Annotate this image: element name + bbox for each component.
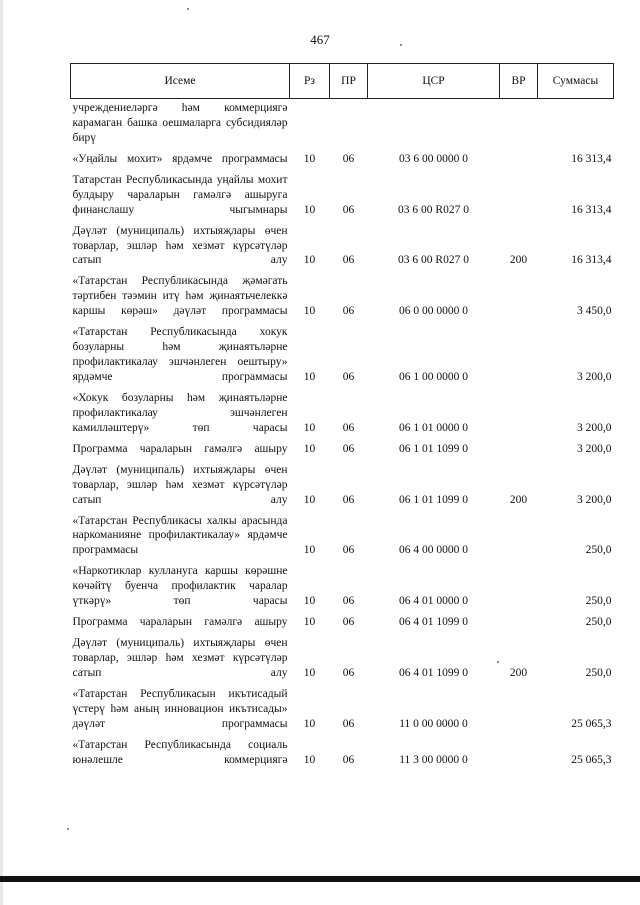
cell-name: «Хокук бозуларны һәм җинаятьләрне профилактикалау эшчәнлеген камилләштерү» төп чарасы (72, 391, 288, 434)
cell-sum: 3 450,0 (577, 305, 612, 318)
cell-name: «Татарстан Республикасында җәмәгать тәртибен тәэмин итү һәм җинаятьчелеккә каршы көрәш» дәүләт программасы (72, 275, 288, 318)
cell-csr: 11 3 00 0000 0 (399, 753, 468, 766)
cell-vr (500, 736, 538, 772)
table-row (71, 440, 614, 461)
cell-pr: 06 (342, 371, 355, 383)
cell-csr: 06 1 01 1099 0 (399, 493, 468, 506)
cell-csr: 06 1 00 0000 0 (399, 371, 468, 383)
cell-name: «Татарстан Республикасы халкы арасында наркоманияне профилактикалау» ярдәмче программасы (72, 514, 288, 557)
cell-vr (500, 613, 538, 634)
cell-pr: 06 (342, 595, 355, 608)
column-header-vr: ВР (500, 64, 538, 99)
cell-sum: 250,0 (585, 616, 612, 629)
cell-sum: 250,0 (585, 666, 612, 679)
cell-csr: 06 4 00 0000 0 (399, 544, 468, 557)
cell-pr: 06 (342, 616, 355, 629)
cell-vr (500, 323, 538, 389)
cell-name: Программа чараларын гамәлгә ашыру (72, 616, 288, 629)
cell-vr: 200 (509, 254, 528, 267)
cell-pr: 06 (342, 421, 355, 434)
cell-sum: 16 313,4 (571, 152, 612, 165)
cell-sum (538, 99, 614, 150)
table-row (71, 736, 614, 772)
cell-rz: 10 (303, 544, 316, 557)
column-header-rz: Рз (290, 64, 330, 99)
cell-sum: 3 200,0 (577, 493, 612, 506)
cell-rz: 10 (303, 493, 316, 506)
cell-vr (500, 685, 538, 736)
column-header-csr: ЦСР (368, 64, 500, 99)
cell-sum: 3 200,0 (577, 442, 612, 455)
cell-name: Программа чараларын гамәлгә ашыру (72, 442, 288, 455)
table-row (71, 171, 614, 222)
cell-rz: 10 (303, 305, 316, 318)
cell-rz: 10 (303, 666, 316, 679)
cell-csr: 03 6 00 R027 0 (398, 203, 469, 216)
scan-edge-shadow (0, 0, 3, 905)
cell-csr: 06 1 01 0000 0 (399, 421, 468, 434)
table-row (71, 613, 614, 634)
table-row (71, 389, 614, 440)
cell-rz: 10 (303, 254, 316, 267)
cell-rz: 10 (303, 595, 316, 608)
budget-table (70, 63, 614, 772)
table-body (71, 99, 614, 772)
cell-pr: 06 (342, 544, 355, 557)
cell-pr: 06 (342, 666, 355, 679)
cell-pr (330, 99, 368, 150)
table-header (71, 64, 614, 99)
cell-rz (290, 99, 330, 150)
cell-csr (368, 99, 500, 150)
column-header-sum: Суммасы (538, 64, 614, 99)
column-header-name: Исеме (71, 64, 290, 99)
cell-pr: 06 (342, 305, 355, 318)
cell-rz: 10 (303, 421, 316, 434)
cell-vr (500, 562, 538, 613)
table-row (71, 685, 614, 736)
cell-csr: 06 0 00 0000 0 (399, 305, 468, 318)
cell-vr: 200 (509, 493, 528, 506)
cell-vr (500, 440, 538, 461)
cell-name: «Уңайлы мохит» ярдәмче программасы (72, 152, 288, 165)
cell-rz: 10 (303, 616, 316, 629)
cell-name: Дәүләт (муниципаль) ихтыяҗлары өчен товарлар, эшләр һәм хезмәт күрсәтүләр сатып алу (72, 463, 288, 506)
scan-bottom-border (0, 876, 640, 882)
cell-pr: 06 (342, 717, 355, 730)
cell-sum: 16 313,4 (571, 254, 612, 267)
cell-vr: 200 (509, 666, 528, 679)
cell-rz: 10 (303, 442, 316, 455)
cell-csr: 06 4 01 0000 0 (399, 595, 468, 608)
table-row (71, 634, 614, 685)
table-row (71, 272, 614, 323)
cell-csr: 06 1 01 1099 0 (399, 442, 468, 455)
cell-csr: 11 0 00 0000 0 (399, 717, 468, 730)
scan-speck (67, 828, 69, 830)
cell-rz: 10 (303, 371, 316, 383)
table-row (71, 461, 614, 512)
cell-rz: 10 (303, 203, 316, 216)
table-row (71, 323, 614, 389)
table-row (71, 150, 614, 171)
cell-sum: 25 065,3 (571, 717, 612, 730)
cell-sum: 3 200,0 (577, 371, 612, 383)
page-number: 467 (310, 32, 330, 47)
cell-pr: 06 (342, 254, 355, 267)
cell-vr (500, 171, 538, 222)
column-header-pr: ПР (330, 64, 368, 99)
cell-sum: 16 313,4 (571, 203, 612, 216)
table-row (71, 512, 614, 563)
cell-sum: 3 200,0 (577, 421, 612, 434)
cell-csr: 06 4 01 1099 0 (399, 616, 468, 629)
cell-pr: 06 (342, 152, 355, 165)
table-row (71, 562, 614, 613)
cell-name: Татарстан Республикасында уңайлы мохит булдыру чараларын гамәлгә ашыруга финанслашу чыгымнары (72, 173, 288, 216)
scan-speck (187, 8, 189, 10)
cell-pr: 06 (342, 753, 355, 766)
cell-name: «Татарстан Республикасында хокук бозуларны һәм җинаятьләрне профилактикалау эшчәнлеген оештыру» ярдәмче программасы (72, 326, 288, 383)
table-row (71, 99, 614, 150)
cell-name: Дәүләт (муниципаль) ихтыяҗлары өчен товарлар, эшләр һәм хезмәт күрсәтүләр сатып алу (72, 224, 288, 267)
cell-pr: 06 (342, 442, 355, 455)
cell-csr: 03 6 00 R027 0 (398, 254, 469, 267)
cell-sum: 250,0 (585, 544, 612, 557)
cell-sum: 25 065,3 (571, 753, 612, 766)
cell-name: Дәүләт (муниципаль) ихтыяҗлары өчен товарлар, эшләр һәм хезмәт күрсәтүләр сатып алу (72, 637, 288, 679)
cell-name: учреждениеләргә һәм коммерциягә карамаган башка оешмаларга субсидияләр бирү (72, 102, 288, 144)
cell-vr (500, 512, 538, 563)
cell-vr (500, 272, 538, 323)
cell-vr (500, 389, 538, 440)
cell-rz: 10 (303, 753, 316, 766)
cell-pr: 06 (342, 203, 355, 216)
cell-name: «Татарстан Республикасында социаль юнәлешле коммерциягә (72, 738, 288, 766)
cell-vr (500, 150, 538, 171)
table-row (71, 222, 614, 273)
cell-rz: 10 (303, 152, 316, 165)
cell-sum: 250,0 (585, 595, 612, 608)
cell-vr (500, 99, 538, 150)
cell-csr: 03 6 00 0000 0 (399, 152, 468, 165)
cell-csr: 06 4 01 1099 0 (399, 666, 468, 679)
cell-name: «Наркотиклар куллануга каршы көрәшне көчәйтү буенча профилактик чаралар үткәрү» төп чарасы (72, 565, 288, 608)
cell-pr: 06 (342, 493, 355, 506)
cell-name: «Татарстан Республикасын икътисадый үстерү һәм аның инновацион икътисады» дәүләт программасы (72, 687, 288, 730)
cell-rz: 10 (303, 717, 316, 730)
